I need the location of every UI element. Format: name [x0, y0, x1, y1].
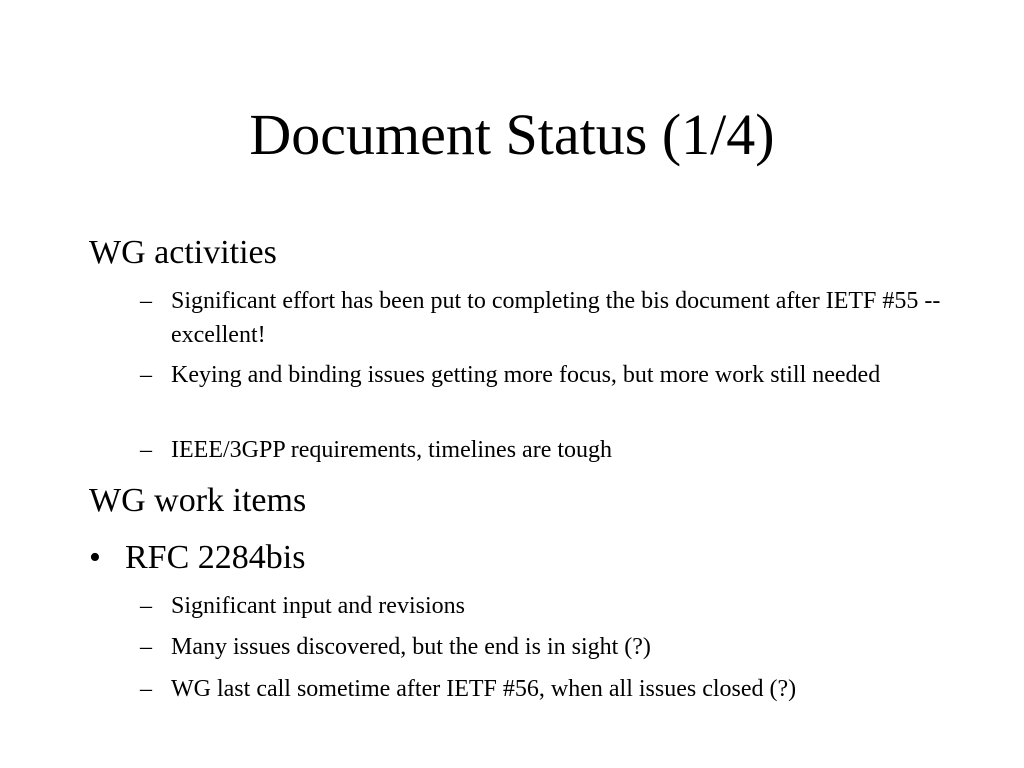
sub-item — [140, 358, 960, 392]
sub-item-text: Many issues discovered, but the end is in sight (?) — [171, 634, 651, 660]
section-heading-wg-activities: WG activities — [89, 234, 277, 271]
sub-item-text: WG last call sometime after IETF #56, when all issues closed (?) — [171, 676, 797, 702]
section-heading-wg-work-items: WG work items — [89, 482, 307, 519]
dash-marker: – — [140, 437, 152, 463]
sub-item — [140, 589, 960, 623]
sub-item — [140, 630, 960, 664]
bullet-marker: • — [89, 539, 101, 576]
slide-title: Document Status (1/4) — [249, 102, 775, 167]
sub-item-text: Significant effort has been put to completing the bis document after IETF #55 -- excellent! — [171, 288, 941, 348]
bullet-item-text: RFC 2284bis — [125, 539, 306, 576]
sub-item — [140, 284, 960, 352]
dash-marker: – — [140, 362, 152, 388]
sub-item-text: Significant input and revisions — [171, 593, 465, 619]
dash-marker: – — [140, 288, 152, 314]
bullet-item-rfc-2284bis — [89, 538, 305, 578]
dash-marker: – — [140, 634, 152, 660]
sub-item-text: Keying and binding issues getting more focus, but more work still needed — [171, 362, 881, 388]
dash-marker: – — [140, 676, 152, 702]
sub-item-text: IEEE/3GPP requirements, timelines are tough — [171, 437, 613, 463]
sub-item — [140, 672, 960, 706]
dash-marker: – — [140, 593, 152, 619]
sub-item — [140, 433, 960, 467]
